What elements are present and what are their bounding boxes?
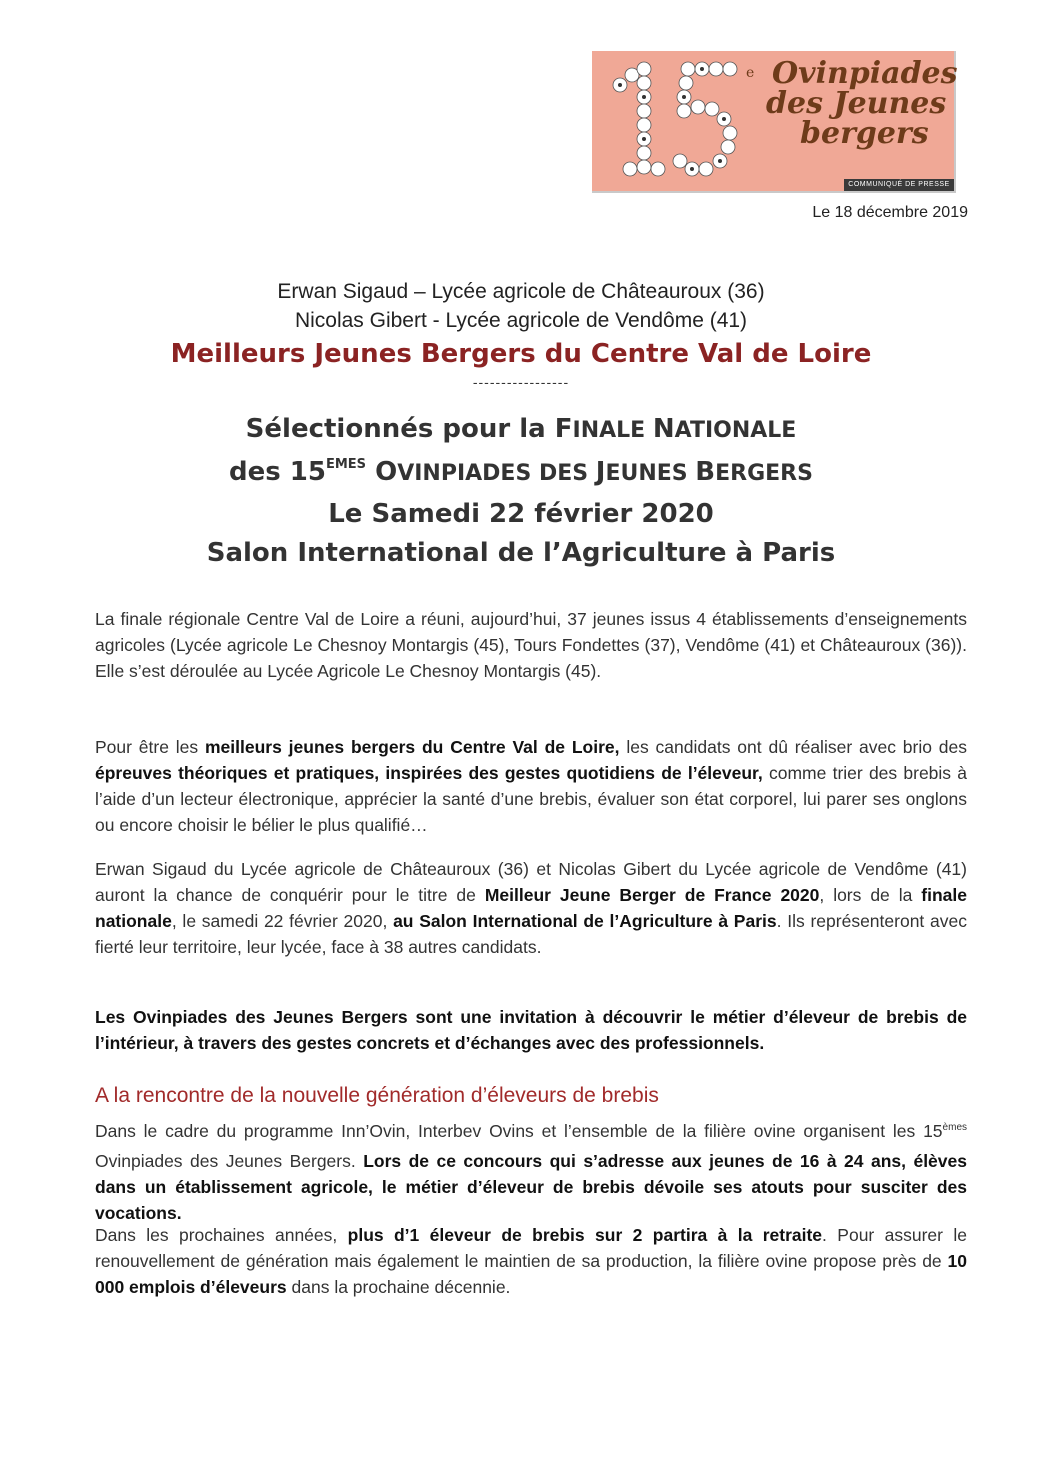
p5-c: Lors de ce concours qui s’adresse aux jeunes de 16 à 24 ans, élèves dans un établissement agricole, le métier d’éleveur de brebis dévoile ses atouts pour susciter des vocations.	[95, 1151, 967, 1223]
p6-b: plus d’1 éleveur de brebis sur 2 partira à la retraite	[347, 1225, 823, 1245]
p3-b: Meilleur Jeune Berger de France 2020	[484, 885, 820, 905]
headline-line-2	[0, 457, 1042, 487]
headline-2d: J	[595, 457, 606, 487]
headline-2b: O	[366, 457, 398, 487]
winner-1: Erwan Sigaud – Lycée agricole de Châteauroux (36)	[277, 280, 765, 303]
logo-line-3: bergers	[800, 116, 929, 151]
winner-2: Nicolas Gibert - Lycée agricole de Vendôme (41)	[294, 309, 748, 332]
p6-a: Dans les prochaines années,	[95, 1225, 348, 1245]
headline-1e: ATIONALE	[674, 418, 797, 443]
headline-2e: EUNES	[605, 461, 696, 486]
logo-title	[766, 56, 958, 151]
ovinpiades-logo	[592, 51, 956, 193]
paragraph-2	[95, 734, 967, 838]
event-venue: Salon International de l’Agriculture à Paris	[206, 538, 836, 568]
p5-a: Dans le cadre du programme Inn’Ovin, Interbev Ovins et l’ensemble de la filière ovine organisent les 15	[95, 1121, 943, 1141]
p2-b: meilleurs jeunes bergers du Centre Val de Loire,	[205, 737, 620, 757]
p3-f: au Salon International de l’Agriculture à Paris	[393, 911, 777, 931]
paragraph-4	[95, 1004, 967, 1056]
release-date: Le 18 décembre 2019	[812, 204, 968, 221]
p5-b: Ovinpiades des Jeunes Bergers.	[95, 1151, 364, 1171]
headline-line-1	[0, 414, 1042, 444]
logo-line-2: des Jeunes	[766, 86, 947, 121]
logo-superscript: e	[746, 65, 755, 81]
headline-red: Meilleurs Jeunes Bergers du Centre Val de Loire	[170, 339, 872, 369]
event-date: Le Samedi 22 février 2020	[328, 499, 714, 529]
p6-c: . Pour assurer le renouvellement de génération mais également le maintien de sa production, la filière ovine propose près de	[95, 1225, 967, 1271]
p3-e: , le samedi 22 février 2020,	[171, 911, 394, 931]
headline-2-sup: EMES	[325, 457, 367, 472]
p4-text: Les Ovinpiades des Jeunes Bergers sont une invitation à découvrir le métier d’éleveur de brebis de l’intérieur, à travers des gestes concrets et d’échanges avec des professionnels.	[95, 1007, 967, 1053]
paragraph-5	[95, 1118, 967, 1226]
paragraph-3	[95, 856, 967, 960]
p3-d: finale nationale	[95, 885, 968, 931]
p2-d: épreuves théoriques et pratiques, inspirées des gestes quotidiens de l’éleveur,	[95, 763, 763, 783]
paragraph-1-text: La finale régionale Centre Val de Loire a réuni, aujourd’hui, 37 jeunes issus 4 établissements d’enseignements agricoles (Lycée agricole Le Chesnoy Montargis (45), Tours Fondettes (37), Vendôme (41) et Châteauroux (36)). Elle s’est déroulée au Lycée Agricole Le Chesnoy Montargis (45).	[95, 609, 967, 681]
headline-1a: Sélectionnés pour la	[245, 414, 555, 444]
paragraph-6	[95, 1222, 967, 1300]
p3-a: Erwan Sigaud du Lycée agricole de Châteauroux (36) et Nicolas Gibert du Lycée agricole de Vendôme (41) auront la chance de conquérir pour le titre de	[95, 859, 967, 905]
separator: -----------------	[472, 374, 570, 390]
headline-2c: VINPIADES DES	[397, 461, 596, 486]
paragraph-1	[95, 606, 967, 684]
headline-2a: des 15	[229, 457, 326, 487]
headline-2f: B	[695, 457, 716, 487]
headline-1c: INALE	[572, 418, 653, 443]
p2-a: Pour être les	[95, 737, 205, 757]
p3-c: , lors de la	[819, 885, 922, 905]
p6-d: 10 000 emplois d’éleveurs	[95, 1251, 967, 1297]
sheep-15-icon	[598, 57, 768, 185]
p2-e: comme trier des brebis à l’aide d’un lecteur électronique, apprécier la santé d’une brebis, évaluer son état corporel, lui parer ses onglons ou encore choisir le bélier le plus qualifié…	[95, 763, 967, 835]
section-title: A la rencontre de la nouvelle génération d’éleveurs de brebis	[95, 1084, 659, 1107]
p2-c: les candidats ont dû réaliser avec brio des	[619, 737, 968, 757]
headline-2g: ERGERS	[715, 461, 813, 486]
logo-line-1: Ovinpiades	[772, 56, 958, 91]
headline-1d: N	[652, 414, 675, 444]
press-release-band: COMMUNIQUÉ DE PRESSE	[844, 179, 954, 191]
p6-e: dans la prochaine décennie.	[286, 1277, 511, 1297]
p5-sup: èmes	[942, 1122, 967, 1133]
p3-g: . Ils représenteront avec fierté leur territoire, leur lycée, face à 38 autres candidats.	[95, 911, 967, 957]
headline-1b: F	[554, 414, 573, 444]
